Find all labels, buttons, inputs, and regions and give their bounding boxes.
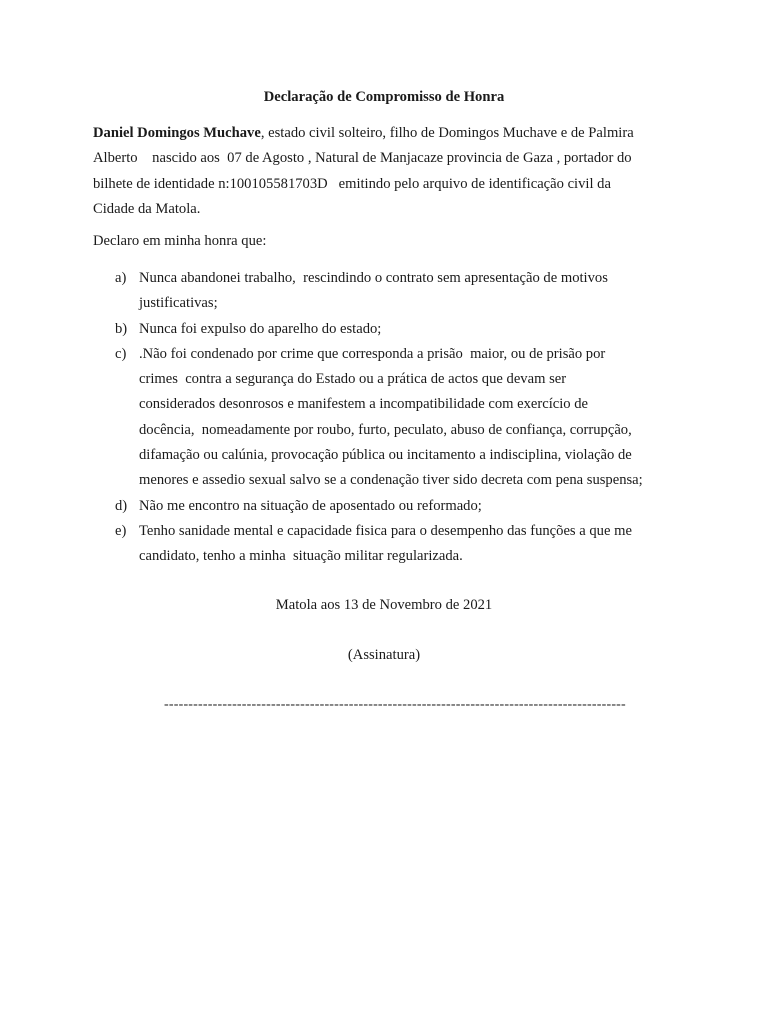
signature-line: ----------------------------------------------------------------------------------------------- (164, 697, 626, 712)
list-item-line: .Não foi condenado por crime que corresponda a prisão maior, ou de prisão por (139, 345, 606, 362)
list-item-line: difamação ou calúnia, provocação pública ou incitamento a indisciplina, violação de (139, 447, 632, 464)
document-title: Declaração de Compromisso de Honra (263, 89, 505, 105)
list-item-line: Nunca abandonei trabalho, rescindindo o contrato sem apresentação de motivos (139, 270, 608, 286)
list-item (0, 266, 768, 317)
list-item-line: candidato, tenho a minha situação militar regularizada. (139, 548, 463, 565)
list-item-line: menores e assedio sexual salvo se a condenação tiver sido decreta com pena suspensa; (139, 472, 643, 489)
place-and-date: Matola aos 13 de Novembro de 2021 (275, 597, 493, 613)
list-item-text (139, 317, 768, 342)
signature-label: (Assinatura) (347, 647, 421, 663)
list-item-line: docência, nomeadamente por roubo, furto, peculato, abuso de confiança, corrupção, (139, 421, 632, 438)
list-item-line: Não me encontro na situação de aposentado ou reformado; (139, 497, 482, 514)
list-marker: b) (115, 320, 128, 337)
list-marker: c) (115, 345, 127, 362)
list-item-line: Tenho sanidade mental e capacidade fisica para o desempenho das funções a que me (139, 522, 632, 539)
list-item-line: Nunca foi expulso do aparelho do estado; (139, 320, 382, 337)
list-item (0, 494, 768, 519)
declaration-lead: Declaro em minha honra que: (93, 233, 267, 249)
list-item-line: justificativas; (139, 295, 218, 312)
list-item (0, 519, 768, 570)
intro-line-1-text: , estado civil solteiro, filho de Domingos Muchave e de Palmira (260, 125, 634, 141)
intro-line-2: Alberto nascido aos 07 de Agosto , Natural de Manjacaze provincia de Gaza , portador do (93, 150, 632, 167)
list-item-line: considerados desonrosos e manifestem a incompatibilidade com exercício de (139, 396, 589, 413)
list-marker: d) (115, 497, 128, 514)
list-item (0, 317, 768, 342)
intro-line-3: bilhete de identidade n:100105581703D emitindo pelo arquivo de identificação civil da (93, 175, 611, 192)
declaration-list (0, 266, 768, 570)
list-item-text (139, 519, 768, 570)
intro-line-1 (93, 121, 673, 146)
intro-paragraph (93, 121, 673, 223)
list-item-text (139, 266, 768, 317)
list-marker: e) (115, 522, 127, 539)
declarant-name: Daniel Domingos Muchave (93, 125, 261, 141)
list-item (0, 342, 768, 494)
intro-line-4: Cidade da Matola. (93, 201, 201, 218)
list-item-text (139, 342, 768, 494)
list-marker: a) (115, 270, 127, 286)
list-item-line: crimes contra a segurança do Estado ou a prática de actos que devam ser (139, 371, 567, 388)
list-item-text (139, 494, 768, 519)
